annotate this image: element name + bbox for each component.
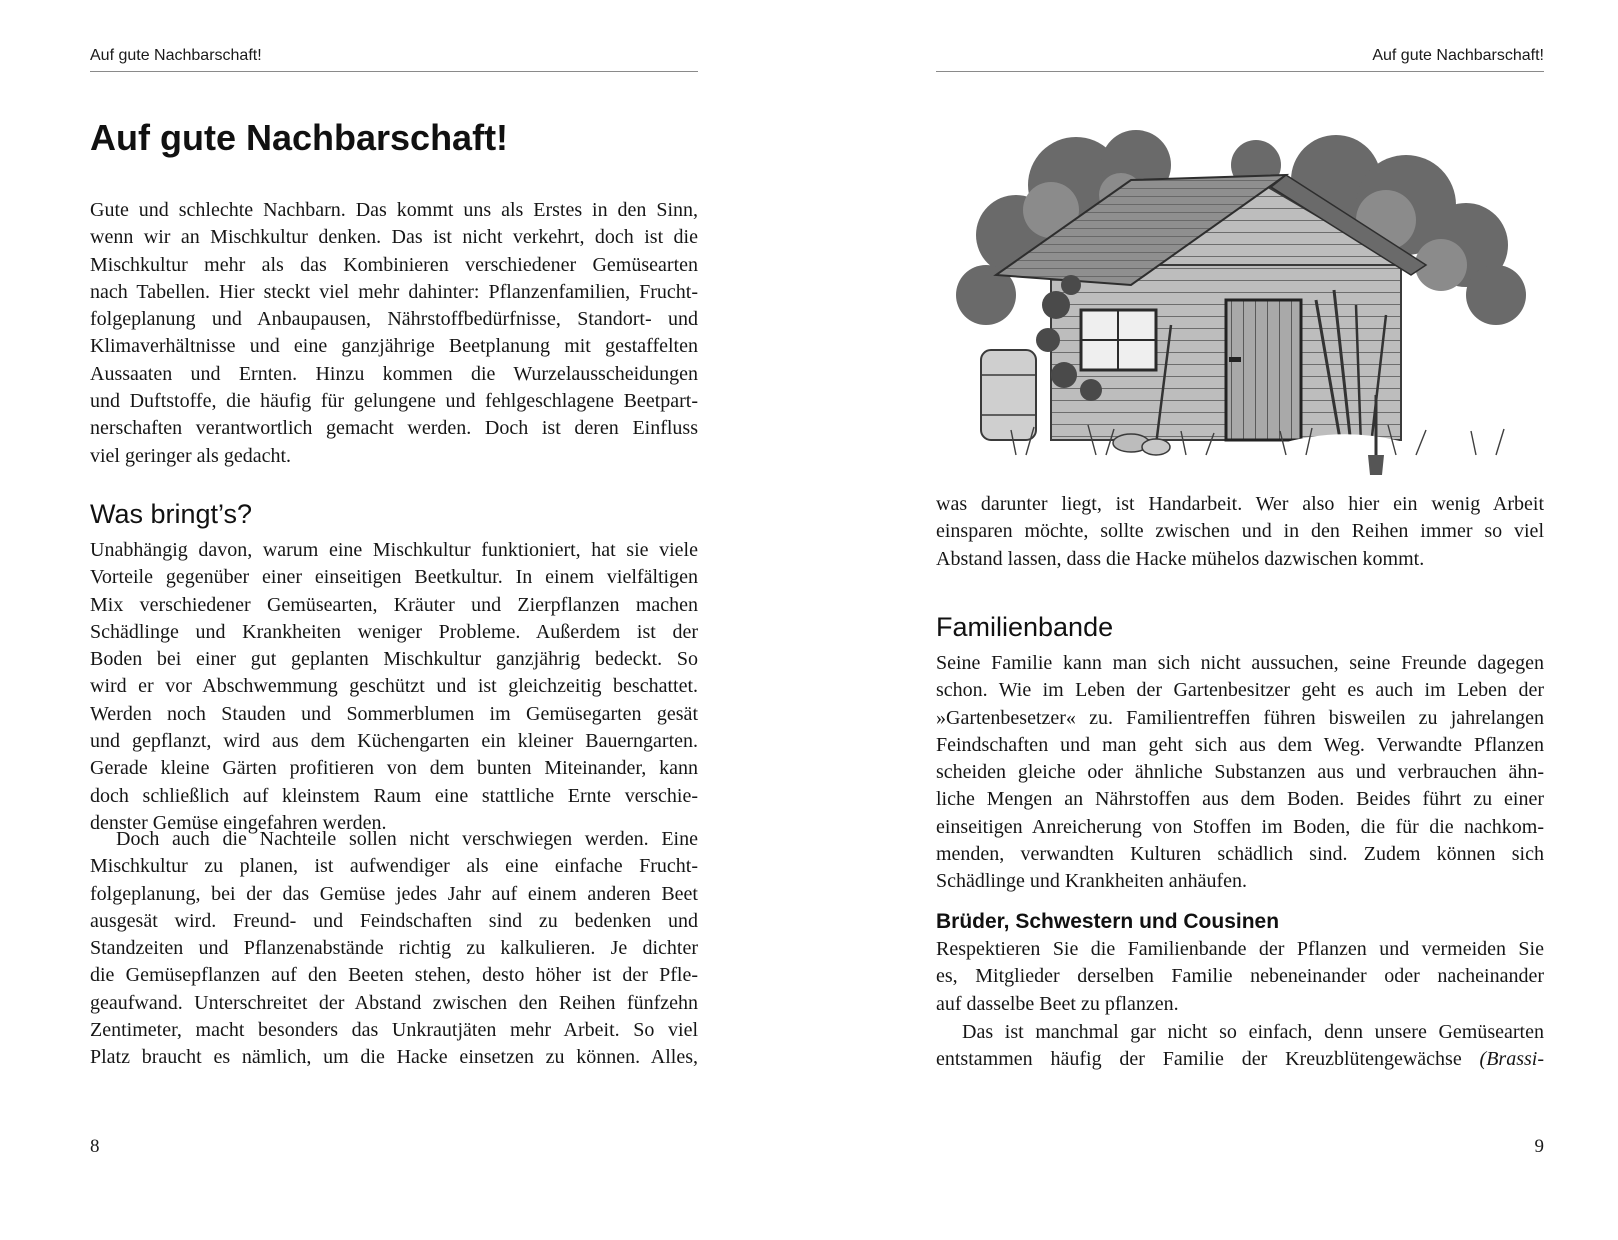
text-line: Doch auch die Nachteile sollen nicht verschwiegen werden. Eine [116, 828, 698, 850]
text-line: menden, verwandten Kulturen schädlich sind. Zudem können sich [936, 843, 1544, 866]
text-line: Respektieren Sie die Familienbande der Pflanzen und vermeiden Sie [936, 938, 1544, 960]
text-line: viel geringer als gedacht. [90, 444, 292, 467]
section-paragraph-2-block [90, 826, 698, 1072]
text-line: Unabhängig davon, warum eine Mischkultur funktioniert, hat sie viele [90, 539, 698, 561]
text-line: »Gartenbesetzer« zu. Familientreffen führen bisweilen zu jahrelangen [936, 706, 1544, 729]
text-line: Werden noch Stauden und Sommerblumen im Gemüsegarten gesät [90, 702, 698, 725]
intro-paragraph-block [90, 197, 698, 470]
text-line: ausgesät wird. Freund- und Feindschaften sind zu bedenken und [90, 909, 698, 932]
chapter-title-block [90, 118, 698, 158]
text-line: Zentimeter, macht besonders das Unkrautjäten mehr Arbeit. So viel [90, 1019, 698, 1042]
text-line: Mischkultur zu planen, ist aufwendiger als eine einfache Frucht- [90, 855, 698, 878]
sub-paragraph-2 [936, 1019, 1544, 1074]
text-line: Abstand lassen, dass die Hacke mühelos dazwischen kommt. [936, 547, 1425, 570]
page-number-right: 9 [1534, 1136, 1544, 1157]
text-line: doch schließlich auf kleinstem Raum eine stattliche Ernte verschie- [90, 784, 698, 807]
text-line: was darunter liegt, ist Handarbeit. Wer also hier ein wenig Arbeit [936, 493, 1544, 515]
text-line: und gepflanzt, wird aus dem Küchengarten ein kleiner Bauerngarten. [90, 730, 698, 753]
text-line: schon. Wie im Leben der Gartenbesitzer geht es auch im Leben der [936, 679, 1544, 702]
text-line: Schädlinge und Krankheiten weniger Probleme. Außerdem ist der [90, 620, 698, 643]
text-line: wird er vor Abschwemmung geschützt und ist gleichzeitig beschattet. [90, 675, 698, 698]
text-line: Boden bei einer gut geplanten Mischkultur ganzjährig bedeckt. So [90, 648, 698, 671]
intro-paragraph [90, 197, 698, 470]
section-paragraph-1 [90, 537, 698, 837]
running-head-left: Auf gute Nachbarschaft! [90, 46, 698, 72]
sub-paragraph-2-line-2-italic: (Brassi- [1479, 1048, 1544, 1071]
text-line: Mischkultur mehr als das Kombinieren verschiedener Gemüsearten [90, 253, 698, 276]
section-paragraph-1-block [90, 537, 698, 837]
text-line: wenn wir an Mischkultur denken. Das ist nicht verkehrt, doch ist die [90, 226, 698, 249]
right-page [809, 0, 1618, 1240]
section-heading-was-bringts: Was bringt’s? [90, 499, 253, 529]
familienbande-paragraph-block [936, 650, 1544, 896]
sub-paragraph-1-block [936, 936, 1544, 1018]
continued-paragraph [936, 491, 1544, 573]
subheading-block [936, 908, 1544, 935]
text-line: Klimaverhältnisse und eine ganzjährige Beetplanung mit gestaffelten [90, 335, 698, 358]
text-line: die Gemüsepflanzen auf den Beeten stehen, desto höher ist der Pfle- [90, 964, 698, 987]
sub-paragraph-2-block [936, 1019, 1544, 1074]
text-line: und Duftstoffe, die häufig für gelungene und fehlgeschlagene Beetpart- [90, 390, 698, 413]
sub-paragraph-2-line-1: Das ist manchmal gar nicht so einfach, denn unsere Gemüsearten [962, 1021, 1544, 1043]
text-line: Gute und schlechte Nachbarn. Das kommt uns als Erstes in den Sinn, [90, 199, 698, 221]
text-line: geaufwand. Unterschreitet der Abstand zwischen den Reihen fünfzehn [90, 991, 698, 1014]
continued-paragraph-block [936, 491, 1544, 573]
text-line: einseitigen Anreicherung von Stoffen im Boden, die für die nachkom- [936, 815, 1544, 838]
text-line: liche Mengen an Nährstoffen aus dem Boden. Beides führt zu einer [936, 788, 1544, 811]
chapter-title: Auf gute Nachbarschaft! [90, 117, 509, 158]
familienbande-heading-block [936, 611, 1544, 643]
sub-paragraph-2-line-2-text: entstammen häufig der Familie der Kreuzblütengewächse [936, 1048, 1462, 1071]
text-line: folgeplanung, bei der das Gemüse jedes Jahr auf einem anderen Beet [90, 882, 698, 905]
text-line: denster Gemüse eingefahren werden. [90, 811, 387, 834]
text-line: nerschaften verantwortlich gemacht werden. Doch ist deren Einfluss [90, 417, 698, 440]
text-line: einsparen möchte, sollte zwischen und in den Reihen immer so viel [936, 520, 1544, 543]
text-line: nach Tabellen. Hier steckt viel mehr dahinter: Pflanzenfamilien, Frucht- [90, 280, 698, 303]
familienbande-paragraph [936, 650, 1544, 896]
subheading-brueder-schwestern-cousinen: Brüder, Schwestern und Cousinen [936, 910, 1280, 933]
text-line: Vorteile gegenüber einer einseitigen Beetkultur. In einem vielfältigen [90, 566, 698, 589]
text-line: Feindschaften und man geht sich aus dem Weg. Verwandte Pflanzen [936, 733, 1544, 756]
garden-shed-illustration [956, 125, 1526, 500]
text-line: Schädlinge und Krankheiten anhäufen. [936, 870, 1248, 893]
text-line: Aussaaten und Ernten. Hinzu kommen die Wurzelausscheidungen [90, 362, 698, 385]
section-heading-block [90, 498, 698, 530]
running-head-right: Auf gute Nachbarschaft! [936, 46, 1544, 72]
text-line: Standzeiten und Pflanzenabstände richtig zu kalkulieren. Je dichter [90, 937, 698, 960]
text-line: es, Mitglieder derselben Familie nebeneinander oder nacheinander [936, 965, 1544, 988]
section-heading-familienbande: Familienbande [936, 612, 1114, 642]
page-number-left: 8 [90, 1136, 100, 1157]
text-line: folgeplanung und Anbaupausen, Nährstoffbedürfnisse, Standort- und [90, 308, 698, 331]
text-line: Gerade kleine Gärten profitieren von dem bunten Miteinander, kann [90, 757, 698, 780]
section-paragraph-2 [90, 826, 698, 1072]
text-line: scheiden gleiche oder ähnliche Substanzen aus und verbrauchen ähn- [936, 761, 1544, 784]
sub-paragraph-1 [936, 936, 1544, 1018]
text-line: Platz braucht es nämlich, um die Hacke einsetzen zu können. Alles, [90, 1046, 698, 1069]
text-line: auf dasselbe Beet zu pflanzen. [936, 992, 1179, 1015]
sub-paragraph-2-line-2 [936, 1046, 1544, 1073]
text-line: Mix verschiedener Gemüsearten, Kräuter und Zierpflanzen machen [90, 593, 698, 616]
text-line: Seine Familie kann man sich nicht aussuchen, seine Freunde dagegen [936, 652, 1544, 674]
